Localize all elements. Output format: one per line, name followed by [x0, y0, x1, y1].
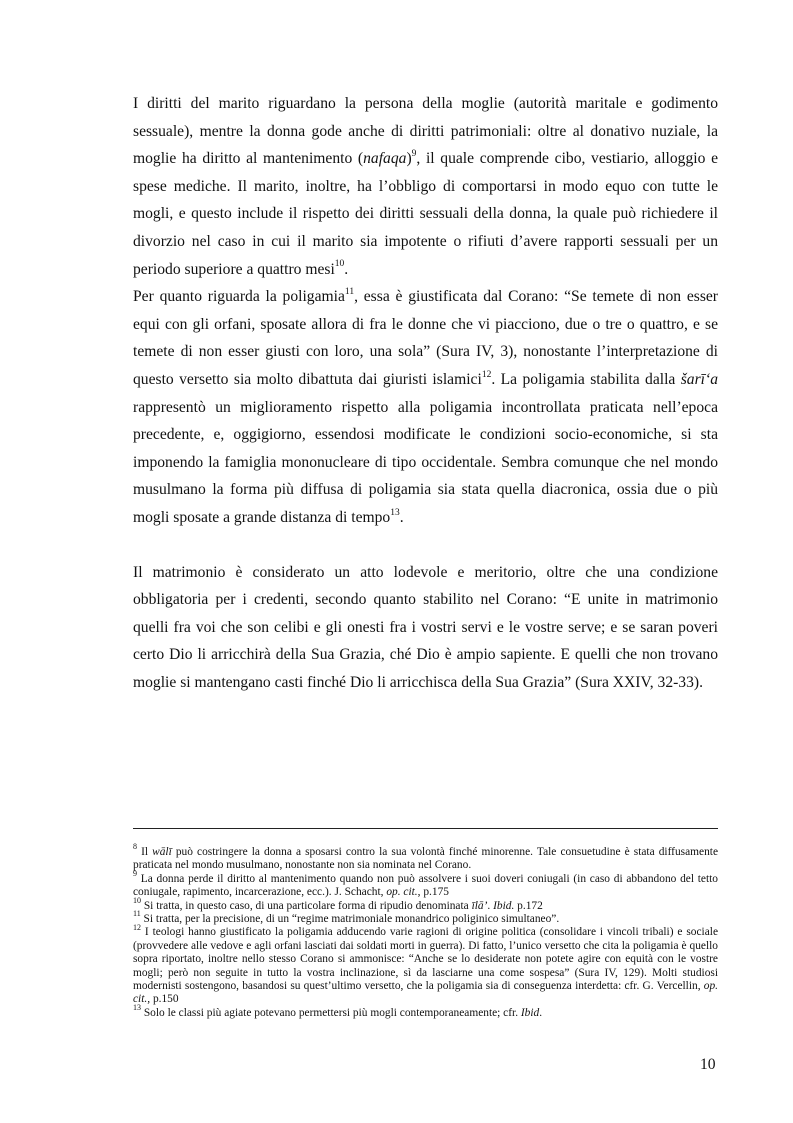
- text-span: , essa è giustificata dal Corano: “Se temete di non esser equi con gli orfani, sposate allora di fra le donne che vi piacciono, due o tre o quattro, e se temete di non esser giusti con loro, una sola” (Sura IV, 3), nonostante l’interpretazione di questo versetto sia molto dibattuta dai giuristi islamici: [133, 288, 719, 388]
- text-span: Si tratta, in questo caso, di una particolare forma di ripudio denominata: [141, 899, 472, 912]
- footnote-number: 13: [133, 1003, 141, 1013]
- text-span: La donna perde il diritto al mantenimento quando non può assolvere i suoi doveri coniugali (in caso di abbandono del tetto coniugale, rapimento, incarcerazione, ecc.). J. Schacht,: [133, 872, 718, 899]
- footnote-8: [133, 842, 718, 873]
- footnote-number: 10: [133, 895, 141, 905]
- text-span: .: [487, 899, 494, 912]
- footnote-number: 12: [133, 922, 141, 932]
- footnote-ref-10[interactable]: 10: [334, 259, 345, 270]
- text-span: rappresentò un miglioramento rispetto alla poligamia incontrollata praticata nell’epoca precedente, e, oggigiorno, essendosi modificate le condizioni socio-economiche, si sta imponendo la famiglia mononucleare di tipo occidentale. Sembra comunque che nel mondo musulmano la forma più diffusa di poligamia sia stata quella diacronica, ossia due o più mogli sposate a grande distanza di tempo: [133, 398, 718, 526]
- paragraph-rights: [133, 90, 718, 283]
- text-span: , p.175: [417, 886, 449, 899]
- term-sharia: šarī‘a: [680, 370, 718, 388]
- term-wali: wālī: [152, 846, 172, 858]
- text-span: Il: [137, 846, 153, 858]
- text-span: Solo le classi più agiate potevano permettersi più mogli contemporaneamente; cfr.: [141, 1006, 521, 1019]
- footnote-10: [133, 895, 718, 913]
- citation: Ibid: [520, 1006, 540, 1019]
- text-span: p.150: [150, 993, 179, 1006]
- text-span: .: [344, 260, 349, 278]
- text-span: Per quanto riguarda la poligamia: [133, 288, 345, 306]
- text-span: , il quale comprende cibo, vestiario, alloggio e spese mediche. Il marito, inoltre, ha l’obbligo di comportarsi in modo equo con tutte le mogli, e questo include il rispetto dei diritti sessuali della donna, la quale può richiedere il divorzio nel caso in cui il marito sia impotente o rifiuti d’avere rapporti sessuali per un periodo superiore a quattro mesi: [133, 150, 718, 278]
- footnote-number: 8: [133, 842, 137, 852]
- paragraph-marriage: Il matrimonio è considerato un atto lodevole e meritorio, oltre che una condizione obbligatoria per i credenti, secondo quanto stabilito nel Corano: “E unite in matrimonio quelli fra voi che son celibi e gli onesti fra i vostri servi e le vostre serve; e se saran poveri certo Dio li arricchirà della Sua Grazia, ché Dio è ampio sapiente. E quelli che non trovano moglie si mantengano casti finché Dio li arricchisca della Sua Grazia” (Sura XXIV, 32-33).: [133, 563, 718, 691]
- footnote-number: 9: [133, 869, 137, 879]
- footnote-11: [133, 909, 718, 926]
- footnotes: [133, 842, 718, 1020]
- page-number: 10: [700, 1056, 716, 1073]
- text-span: .: [539, 1006, 543, 1019]
- text-span: I diritti del marito riguardano la persona della moglie (autorità maritale e godimento sessuale), mentre la donna gode anche di diritti patrimoniali: oltre al donativo nuziale, la moglie ha diritto al mantenimento (: [133, 95, 718, 168]
- footnote-ref-11[interactable]: 11: [344, 286, 355, 297]
- text-span: ): [406, 150, 412, 168]
- main-text: [133, 90, 718, 696]
- citation: Ibid.: [493, 899, 515, 912]
- text-span: p.172: [514, 899, 543, 912]
- footnote-9: [133, 869, 718, 900]
- text-span: può costringere la donna a sposarsi contro la sua volontà finché minorenne. Tale consuetudine è stata diffusamente praticata nel mondo musulmano, nonostante non sia nominata nel Corano.: [133, 846, 718, 872]
- footnote-12: [133, 922, 718, 1006]
- text-span: I teologi hanno giustificato la poligamia adducendo varie ragioni di origine politica (consolidare i vincoli tribali) e sociale (provvedere alle vedove e agli orfani lasciati dai soldati morti in guerra). Di fatto, l’unico versetto che cita la poligamia è quello sopra riportato, inoltre nello stesso Corano si ammonisce: “Anche se lo desiderate non potete agire con equità con le vostre mogli; però non seguite in tutto la vostra inclinazione, sì da lasciarne una come sospesa” (Sura IV, 129). Molti studiosi modernisti sostengono, basandosi su quest’ultimo versetto, che la poligamia sia di conseguenza interdetta: cfr. G. Vercellin,: [133, 926, 718, 993]
- footnote-ref-13[interactable]: 13: [390, 507, 400, 518]
- term-ila: īlā’: [471, 899, 488, 912]
- citation: op. cit.: [386, 886, 418, 899]
- footnote-number: 11: [133, 909, 141, 919]
- text-span: .: [399, 508, 404, 526]
- text-span: . La poligamia stabilita dalla: [491, 370, 681, 388]
- text-span: Si tratta, per la precisione, di un “regime matrimoniale monandrico poliginico simultaneo”.: [140, 913, 560, 926]
- footnote-13: [133, 1003, 718, 1020]
- citation: op. cit.,: [133, 980, 718, 1006]
- footnote-ref-9[interactable]: 9: [411, 149, 417, 159]
- paragraph-polygamy: [133, 283, 718, 531]
- footnote-ref-12[interactable]: 12: [481, 369, 492, 380]
- term-nafaqa: nafaqa: [363, 150, 407, 168]
- footnote-separator: [133, 828, 718, 829]
